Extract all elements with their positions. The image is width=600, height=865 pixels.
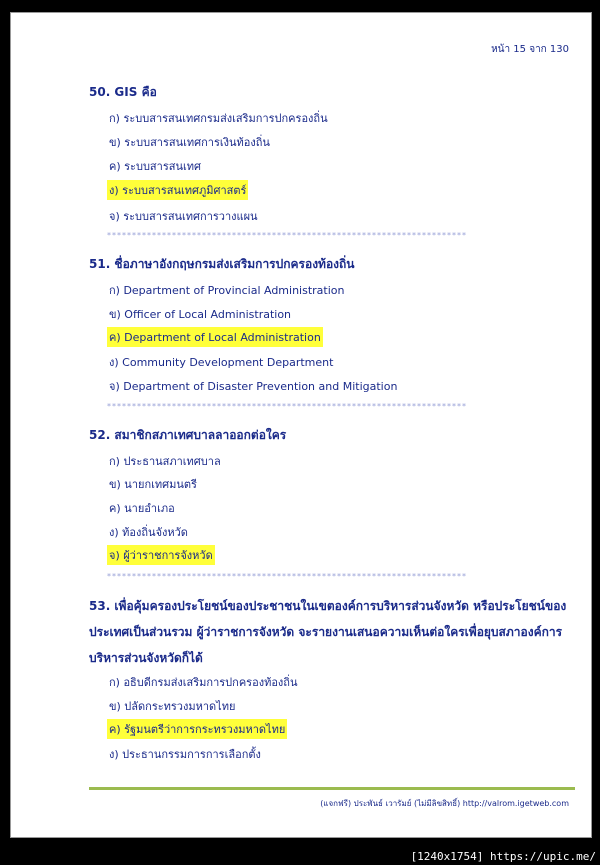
- question-53-option-b: ข) ปลัดกระทรวงมหาดไทย: [109, 700, 236, 713]
- question-52-option-e-answer: จ) ผู้ว่าราชการจังหวัด: [107, 545, 215, 565]
- question-50-option-a: ก) ระบบสารสนเทศกรมส่งเสริมการปกครองถิ่น: [109, 112, 328, 125]
- footer-divider: [89, 787, 575, 790]
- question-52-option-b: ข) นายกเทศมนตรี: [109, 478, 197, 491]
- question-52-option-c: ค) นายอำเภอ: [109, 502, 175, 515]
- image-watermark: [1240x1754] https://upic.me/: [410, 850, 596, 863]
- question-51-option-e: จ) Department of Disaster Prevention and Mitigation: [109, 380, 398, 393]
- question-53-option-a: ก) อธิบดีกรมส่งเสริมการปกครองท้องถิ่น: [109, 676, 298, 689]
- question-50-option-b: ข) ระบบสารสนเทศการเงินท้องถิ่น: [109, 136, 270, 149]
- question-50-option-d-answer: ง) ระบบสารสนเทศภูมิศาสตร์: [107, 180, 248, 200]
- question-51-option-a: ก) Department of Provincial Administration: [109, 284, 345, 297]
- separator: ************************************************************************: [107, 232, 467, 240]
- question-51-title: 51. ชื่อภาษาอังกฤษกรมส่งเสริมการปกครองท้องถิ่น: [89, 257, 355, 271]
- question-51-option-b: ข) Officer of Local Administration: [109, 308, 292, 321]
- footer-credit: (แจกฟรี) ประพันธ์ เวารัมย์ (ไม่มีลิขสิทธิ์) http://valrom.igetweb.com: [320, 799, 569, 808]
- question-52-option-d: ง) ท้องถิ่นจังหวัด: [109, 526, 188, 539]
- document-page: [10, 12, 592, 838]
- separator: ************************************************************************: [107, 403, 467, 411]
- page-number: หน้า 15 จาก 130: [491, 44, 569, 55]
- question-52-title: 52. สมาชิกสภาเทศบาลลาออกต่อใคร: [89, 428, 287, 442]
- question-50-option-e: จ) ระบบสารสนเทศการวางแผน: [109, 210, 258, 223]
- question-50-option-c: ค) ระบบสารสนเทศ: [109, 160, 201, 173]
- question-51-option-c-answer: ค) Department of Local Administration: [107, 327, 323, 347]
- question-53-option-d: ง) ประธานกรรมการการเลือกตั้ง: [109, 748, 261, 761]
- question-51-option-d: ง) Community Development Department: [109, 356, 334, 369]
- question-50-title: 50. GIS คือ: [89, 85, 157, 99]
- question-53-option-c-answer: ค) รัฐมนตรีว่าการกระทรวงมหาดไทย: [107, 719, 287, 739]
- separator: ************************************************************************: [107, 573, 467, 581]
- question-52-option-a: ก) ประธานสภาเทศบาล: [109, 455, 221, 468]
- question-53-title: 53. เพื่อคุ้มครองประโยชน์ของประชาชนในเขตองค์การบริหารส่วนจังหวัด หรือประโยชน์ของประเทศเป็นส่วนรวม ผู้ว่าราชการจังหวัด จะรายงานเสนอความเห็นต่อใครเพื่อยุบสภาองค์การบริหารส่วนจังหวัดก็ได้: [89, 599, 567, 665]
